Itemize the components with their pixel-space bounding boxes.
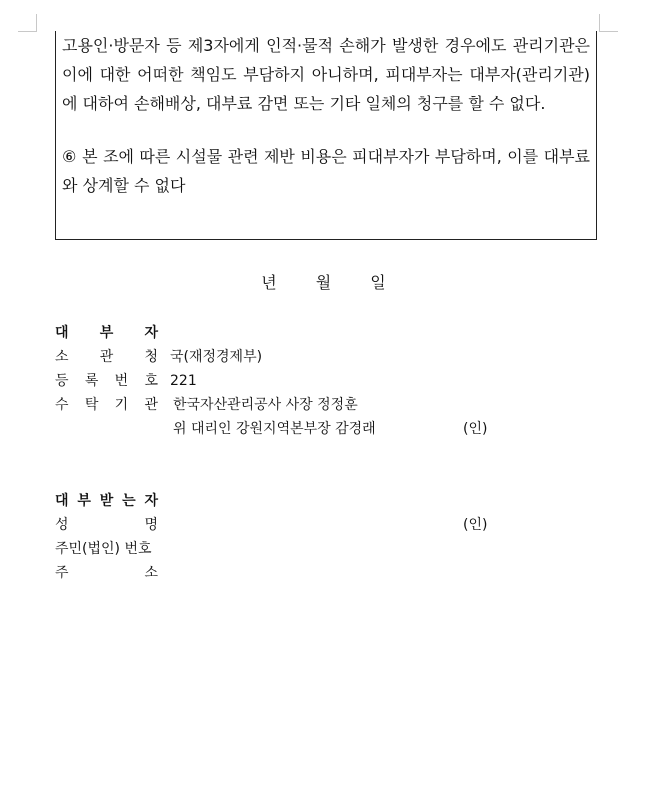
lender-heading-row: [55, 322, 376, 346]
authority-value: 국(재정경제부): [170, 349, 263, 365]
borrower-heading: 대 부 받 는 자: [55, 493, 158, 509]
trustee-label: 수 탁 기 관: [55, 397, 158, 413]
clause-box: [55, 31, 597, 240]
lender-row-trustee: [55, 394, 376, 418]
lender-heading: 대 부 자: [55, 325, 158, 341]
id-number-label: 주민(법인) 번호: [55, 541, 152, 557]
borrower-heading-row: [55, 490, 173, 514]
borrower-section: [55, 490, 488, 586]
lender-row-registration: [55, 370, 376, 394]
borrower-row-id-number: [55, 538, 173, 562]
authority-label: 소 관 청: [55, 349, 158, 365]
trustee-value: 한국자산관리공사 사장 정정훈: [173, 397, 358, 413]
clause-paragraph-liability: 고용인·방문자 등 제3자에게 인적·물적 손해가 발생한 경우에도 관리기관은 이에 대한 어떠한 책임도 부담하지 아니하며, 피대부자는 대부자(관리기관)에 대하여 손해배상, 대부료 감면 또는 기타 일체의 청구를 할 수 없다.: [62, 36, 590, 113]
lender-section: [55, 322, 488, 442]
borrower-row-address: [55, 562, 173, 586]
crop-mark-top-left-vertical: [36, 14, 37, 32]
lender-row-authority: [55, 346, 376, 370]
crop-mark-top-right-vertical: [599, 14, 600, 32]
lender-seal: (인): [463, 421, 488, 437]
address-label: 주 소: [55, 565, 158, 581]
name-label: 성 명: [55, 517, 158, 533]
borrower-seal: (인): [463, 517, 488, 533]
lender-row-agent: [55, 418, 488, 442]
date-line: 년 월 일: [261, 273, 388, 292]
registration-label: 등 록 번 호: [55, 373, 158, 389]
borrower-row-name: [55, 514, 488, 538]
crop-mark-top-left-horizontal: [18, 31, 37, 32]
registration-value: 221: [170, 373, 197, 389]
crop-mark-top-right-horizontal: [599, 31, 618, 32]
clause-paragraph-6: ⑥ 본 조에 따른 시설물 관련 제반 비용은 피대부자가 부담하며, 이를 대부료와 상계할 수 없다: [62, 147, 590, 195]
agent-value: 위 대리인 강원지역본부장 감경래: [173, 421, 376, 437]
